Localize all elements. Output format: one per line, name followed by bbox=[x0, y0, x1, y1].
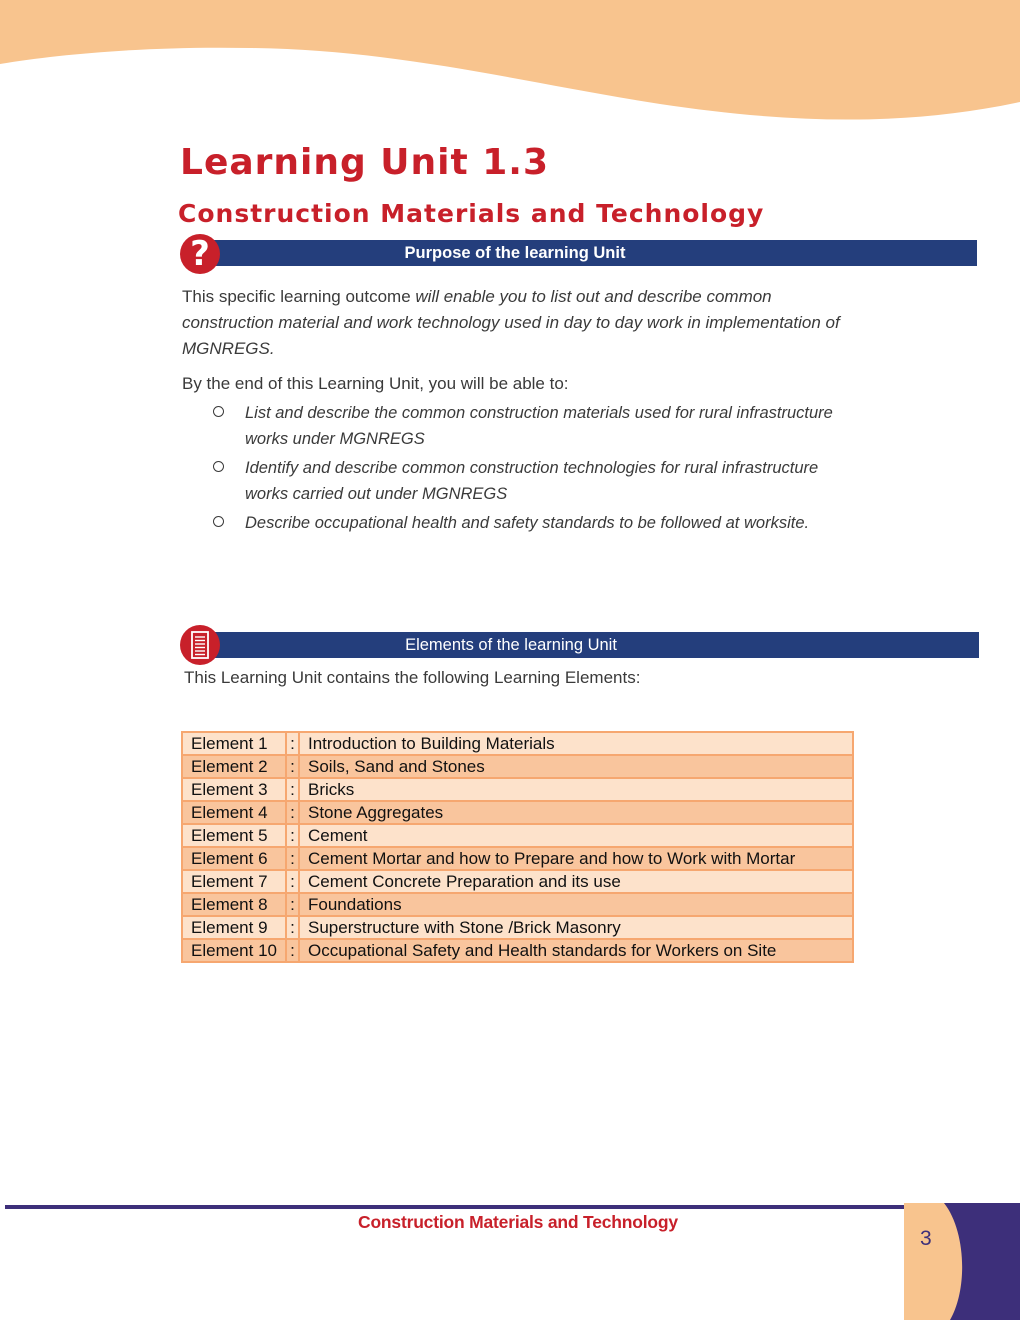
element-title: Bricks bbox=[299, 778, 853, 801]
intro-lead: This specific learning outcome bbox=[182, 287, 416, 306]
purpose-band bbox=[208, 240, 977, 266]
table-row bbox=[182, 916, 853, 939]
document-list-icon bbox=[180, 625, 220, 665]
element-name: Element 6 bbox=[182, 847, 286, 870]
element-title: Superstructure with Stone /Brick Masonry bbox=[299, 916, 853, 939]
list-item bbox=[212, 400, 862, 452]
element-title: Cement Mortar and how to Prepare and how to Work with Mortar bbox=[299, 847, 853, 870]
elements-band bbox=[208, 632, 979, 658]
circle-bullet-icon bbox=[213, 461, 224, 472]
table-row bbox=[182, 870, 853, 893]
footer-rule bbox=[5, 1205, 905, 1209]
footer-title: Construction Materials and Technology bbox=[358, 1212, 678, 1232]
page-title: Learning Unit 1.3 bbox=[180, 142, 550, 183]
table-row bbox=[182, 778, 853, 801]
element-title: Foundations bbox=[299, 893, 853, 916]
separator: : bbox=[286, 939, 299, 962]
separator: : bbox=[286, 893, 299, 916]
element-title: Cement Concrete Preparation and its use bbox=[299, 870, 853, 893]
element-name: Element 3 bbox=[182, 778, 286, 801]
table-row bbox=[182, 847, 853, 870]
element-name: Element 4 bbox=[182, 801, 286, 824]
separator: : bbox=[286, 870, 299, 893]
element-title: Cement bbox=[299, 824, 853, 847]
element-name: Element 2 bbox=[182, 755, 286, 778]
element-name: Element 10 bbox=[182, 939, 286, 962]
elements-band-label: Elements of the learning Unit bbox=[405, 636, 617, 654]
list-item-text: List and describe the common construction materials used for rural infrastructure works under MGNREGS bbox=[245, 404, 833, 448]
element-title: Stone Aggregates bbox=[299, 801, 853, 824]
purpose-intro bbox=[182, 284, 862, 362]
table-row bbox=[182, 893, 853, 916]
circle-bullet-icon bbox=[213, 406, 224, 417]
outcome-list bbox=[212, 400, 862, 539]
element-name: Element 7 bbox=[182, 870, 286, 893]
element-name: Element 1 bbox=[182, 732, 286, 755]
separator: : bbox=[286, 916, 299, 939]
element-title: Occupational Safety and Health standards for Workers on Site bbox=[299, 939, 853, 962]
circle-bullet-icon bbox=[213, 516, 224, 527]
list-item-text: Describe occupational health and safety standards to be followed at worksite. bbox=[245, 514, 810, 532]
separator: : bbox=[286, 755, 299, 778]
page-corner-decoration bbox=[904, 1203, 1020, 1320]
question-mark-icon: ? bbox=[180, 234, 220, 274]
document-list-icon-graphic bbox=[180, 625, 220, 665]
top-wave-decoration bbox=[0, 0, 1020, 130]
page-subtitle: Construction Materials and Technology bbox=[178, 199, 765, 228]
element-title: Soils, Sand and Stones bbox=[299, 755, 853, 778]
table-row bbox=[182, 755, 853, 778]
by-end-text: By the end of this Learning Unit, you will be able to: bbox=[182, 374, 569, 393]
separator: : bbox=[286, 847, 299, 870]
list-item bbox=[212, 455, 862, 507]
element-name: Element 9 bbox=[182, 916, 286, 939]
purpose-band-label: Purpose of the learning Unit bbox=[404, 244, 626, 262]
intro-italic: will enable you to list out and describe common construction material and work technology used in day to day work in implementation of MGNREGS. bbox=[182, 287, 840, 358]
separator: : bbox=[286, 824, 299, 847]
table-row bbox=[182, 939, 853, 962]
element-name: Element 5 bbox=[182, 824, 286, 847]
separator: : bbox=[286, 801, 299, 824]
list-item bbox=[212, 510, 862, 536]
elements-table bbox=[181, 731, 854, 963]
table-row bbox=[182, 824, 853, 847]
separator: : bbox=[286, 732, 299, 755]
elements-intro: This Learning Unit contains the following Learning Elements: bbox=[184, 668, 641, 687]
list-item-text: Identify and describe common construction technologies for rural infrastructure works carried out under MGNREGS bbox=[245, 459, 819, 503]
element-name: Element 8 bbox=[182, 893, 286, 916]
page-number: 3 bbox=[920, 1227, 932, 1250]
table-row bbox=[182, 801, 853, 824]
separator: : bbox=[286, 778, 299, 801]
table-row bbox=[182, 732, 853, 755]
element-title: Introduction to Building Materials bbox=[299, 732, 853, 755]
